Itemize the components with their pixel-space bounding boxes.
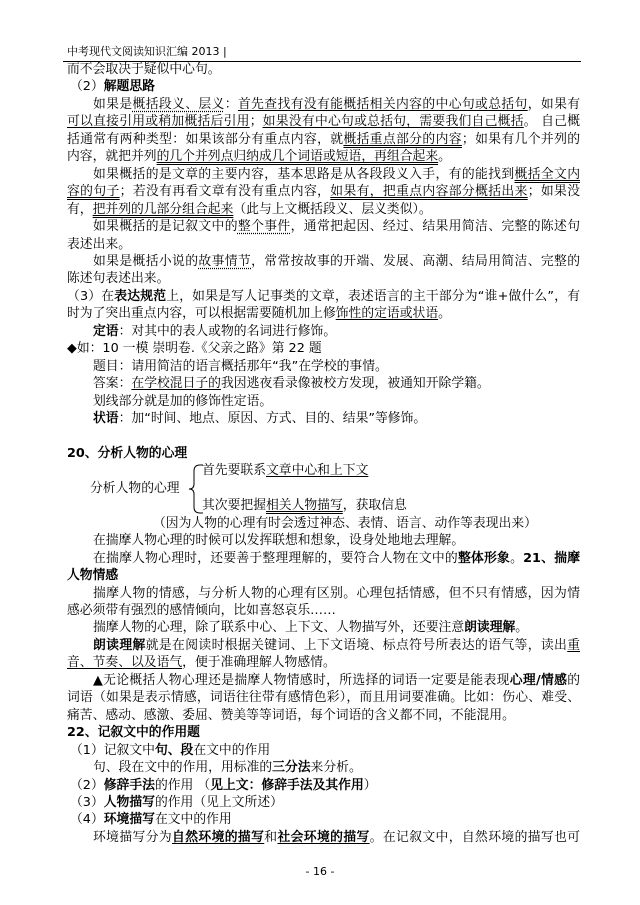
text-segment: 感必须带有强烈的感情倾向，比如喜怒哀乐…… (67, 603, 336, 618)
text-segment: ◆如：10 一模 崇明卷.《父亲之路》第 22 题 (67, 341, 322, 356)
paragraph-line (67, 270, 580, 288)
text-segment: （3） (70, 795, 104, 810)
text-segment: 表述出来。 (67, 237, 131, 252)
text-segment: 揣摩人物的心理，除了联系中心、上下文、人物描写外，还要注意 (93, 620, 465, 635)
text-segment: 括通常有两种类型：如果该部分有重点内容，就 (67, 132, 344, 147)
subheading-line (67, 811, 580, 829)
text-segment: 。 (438, 306, 451, 321)
text-segment: ；如果有几个并列的 (461, 132, 581, 147)
text-segment: 句、段在文中的作用，用标准的 (93, 760, 273, 775)
text-segment: ：对其中的表人或物的名词进行修饰。 (118, 324, 337, 339)
underlined-text: 文章中心和上下文 (265, 463, 369, 478)
text-segment: ，通常把起因、经过、结果用简洁、完整的陈述句 (290, 219, 581, 234)
brace-shape (189, 465, 203, 513)
bold-text: 朗读理解 (93, 638, 146, 653)
section-heading-start: 21、揣摩 (523, 551, 581, 566)
subheading-line (67, 777, 580, 795)
bold-text: 定语 (93, 324, 119, 339)
text-segment: 而不会取决于疑似中心句。 (67, 62, 221, 77)
double-underlined-text: 的几个并列点归纳成几个词语或短语，再组合起来 (156, 149, 439, 164)
text-segment: 在揣摩人物心理的时候可以发挥联想和想象，设身处地地去理解。 (93, 533, 465, 548)
text-segment: 我因逃夜看录像被校方发现，被通知开除学籍。 (220, 376, 490, 391)
text-segment: 内容，就把并列 (67, 149, 157, 164)
bold-text: 状语 (93, 411, 119, 426)
text-segment: 在文中的作用 (193, 743, 271, 758)
text-segment: 其次要把握 (202, 498, 266, 513)
text-segment: 词语（如果是表示情感，词语往往带有感情色彩），而且用词要准确。比如：伤心、难受、 (67, 690, 580, 705)
double-underlined-text: 概括全文内 (514, 167, 581, 182)
paragraph-line (67, 515, 580, 533)
emphasis-text: 概括段义、层义 (132, 97, 225, 112)
bold-underlined-text: 自然环境的描写 (172, 830, 265, 845)
text-segment: 。在记叙文中，自然环境的描写也可 (369, 830, 581, 845)
text-segment: （因为人物的心理有时会透过神态、表情、语言、动作等表现出来） (153, 516, 537, 531)
bold-text: 三分法 (272, 760, 311, 775)
paragraph-line (67, 113, 580, 131)
paragraph-line (67, 96, 580, 114)
text-segment: 陈述句表述出来。 (67, 271, 170, 286)
text-segment: ：加“时间、地点、原因、方式、目的、结果”等修饰。 (118, 411, 427, 426)
emphasis-text: 故事情节 (198, 254, 252, 269)
text-segment: 揣摩人物的情感，与分析人物的心理有区别。心理包括情感，但不只有情感，因为情 (93, 586, 580, 601)
text-segment: （2） (70, 79, 104, 94)
bold-text: 修辞手法 (103, 778, 155, 793)
diagram-branch-first (202, 462, 368, 480)
text-segment: 首先要联系 (202, 463, 266, 478)
bold-text: 环境描写 (103, 812, 155, 827)
text-segment: 划线部分就是加的修饰性定语。 (93, 394, 273, 409)
text-segment: ，获取信息 (342, 498, 407, 513)
bold-text: 20、分析人物的心理 (67, 446, 188, 461)
text-segment: （2） (70, 778, 104, 793)
subheading-line (67, 742, 580, 760)
paragraph-line (67, 148, 580, 166)
paragraph-line (67, 829, 580, 847)
bold-text: 见上文：修辞手法及其作用 (210, 778, 364, 793)
paragraph-line (67, 236, 580, 254)
text-segment: 答案： (93, 376, 132, 391)
paragraph-line (67, 358, 580, 376)
text-segment: 如果概括的是文章的主要内容，基本思路是从各段段义入手，有的能找到 (93, 167, 515, 182)
paragraph-line (67, 305, 580, 323)
text-segment: 就是在阅读时根据关键词、上下文语境、标点符号所表达的语气等，读出 (145, 638, 568, 653)
text-segment: ▲无论概括人物心理还是揣摩人物情感时，所选择的词语一定要是能表现 (93, 673, 510, 688)
text-segment: 的作用 （ (154, 778, 211, 793)
text-segment: （4） (70, 812, 104, 827)
underlined-text: 在学校混日子的 (131, 376, 221, 391)
paragraph-line (67, 707, 580, 725)
text-segment: 如果是概括小说的 (93, 254, 199, 269)
text-segment: 和 (264, 830, 278, 845)
paragraph-line (67, 375, 580, 393)
paragraph-line (67, 201, 580, 219)
paragraph-line (67, 166, 580, 184)
text-segment: 题目：请用简洁的语言概括那年“我”在学校的事情。 (93, 359, 388, 374)
underlined-text: 首先查找有没有能概括相关内容的中心句或总括句 (237, 97, 528, 112)
example-line (67, 340, 580, 358)
paragraph-line (67, 253, 580, 271)
text-segment: 如果是 (93, 97, 133, 112)
paragraph-line (67, 619, 580, 637)
running-header: 中考现代文阅读知识汇编 2013 | (67, 45, 227, 58)
bold-text: 句、段 (154, 743, 194, 758)
text-segment: ，如果有 (527, 97, 581, 112)
paragraph-line (67, 288, 580, 306)
paragraph-line (67, 689, 580, 707)
diagram-branch-second (202, 497, 407, 515)
bold-text: 整体形象 (457, 551, 511, 566)
paragraph-line (67, 183, 580, 201)
paragraph-line (67, 654, 580, 672)
paragraph-line (67, 637, 580, 655)
paragraph-line (67, 393, 580, 411)
text-segment: ，常常按故事的开端、发展、高潮、结局用简洁、完整的 (251, 254, 581, 269)
text-segment: 。 自己概 (523, 114, 581, 129)
text-segment: ） (363, 778, 377, 793)
text-segment: （此与上文概括段义、层义类似）。 (233, 202, 432, 217)
bold-text: 人物描写 (103, 795, 155, 810)
paragraph-line (67, 218, 580, 236)
text-segment: ： (224, 97, 238, 112)
text-segment: ；如果没 (527, 184, 581, 199)
paragraph-line (67, 532, 580, 550)
paragraph-line (67, 672, 580, 690)
underlined-text: 音、节奏、以及语气 (67, 655, 183, 670)
underlined-text: 饰性的定语或状语 (335, 306, 439, 321)
double-underlined-text: 把并列的几部分组合起来 (92, 202, 234, 217)
text-segment: 痛苦、感动、感激、委屈、赞美等等词语，每个词语的含义都不同，不能混用。 (67, 708, 515, 723)
text-segment: 有， (67, 202, 93, 217)
underlined-text: 如果没有中心句或总括句，需要我们自己概括 (262, 114, 524, 129)
section-heading (67, 724, 580, 742)
text-segment: 。 (510, 551, 524, 566)
bold-text: 22、记叙文中的作用题 (67, 725, 200, 740)
text-segment: 上，如果是写人记事类的文章，表述语言的主干部分为“谁+做什么”，有 (166, 289, 581, 304)
paragraph-line (67, 585, 580, 603)
text-segment: 如果概括的是记叙文中的 (93, 219, 238, 234)
emphasis-text: 整个事件 (237, 219, 291, 234)
text-segment: 时为了突出重点内容，可以根据需要随机加上修 (67, 306, 336, 321)
double-underlined-text: 相关人物描写 (265, 498, 343, 513)
underlined-text: 可以直接引用或稍加概括后引用 (67, 114, 250, 129)
paragraph-line (67, 131, 580, 149)
paragraph-line (67, 759, 580, 777)
bold-text: 解题思路 (103, 79, 155, 94)
paragraph-line (67, 61, 580, 79)
paragraph-line (67, 410, 580, 428)
text-segment: 环境描写分为 (93, 830, 173, 845)
bold-text: 朗读理解 (464, 620, 516, 635)
paragraph-line (67, 602, 580, 620)
paragraph-line (67, 550, 580, 568)
text-segment: 。 (438, 149, 451, 164)
section-heading (67, 567, 580, 585)
text-segment: 的 (567, 673, 580, 688)
text-segment: 来分析。 (310, 760, 362, 775)
text-segment: ，便于准确理解人物感情。 (182, 655, 336, 670)
double-underlined-text: 概括重点部分的内容 (343, 132, 462, 147)
text-segment: 的作用（见上文所述） (154, 795, 283, 810)
bold-text: 人物情感 (67, 568, 119, 583)
text-segment: （3）在 (67, 289, 115, 304)
bold-text: 表达规范 (114, 289, 167, 304)
text-segment: 在揣摩人物心理时，还要善于整理理解的，要符合人物在文中的 (93, 551, 458, 566)
page-number: - 16 - (305, 865, 335, 878)
paragraph-line (67, 323, 580, 341)
text-segment: （1）记叙文中 (70, 743, 155, 758)
underlined-text: 重 (567, 638, 581, 653)
double-underlined-text: 容的句子 (67, 184, 120, 199)
subheading-line (67, 78, 580, 96)
diagram-root-label: 分析人物的心理 (90, 481, 180, 496)
bold-underlined-text: 社会环境的描写 (277, 830, 370, 845)
text-segment: ； (249, 114, 263, 129)
text-segment: ；若没有再看文章有没有重点内容， (119, 184, 331, 199)
section-heading (67, 445, 580, 463)
subheading-line (67, 794, 580, 812)
text-segment: 。 (515, 620, 529, 635)
bold-text: 心理/情感 (509, 673, 568, 688)
text-segment: 在文中的作用 (154, 812, 232, 827)
double-underlined-text: 如果有，把重点内容部分概括出来 (330, 184, 528, 199)
